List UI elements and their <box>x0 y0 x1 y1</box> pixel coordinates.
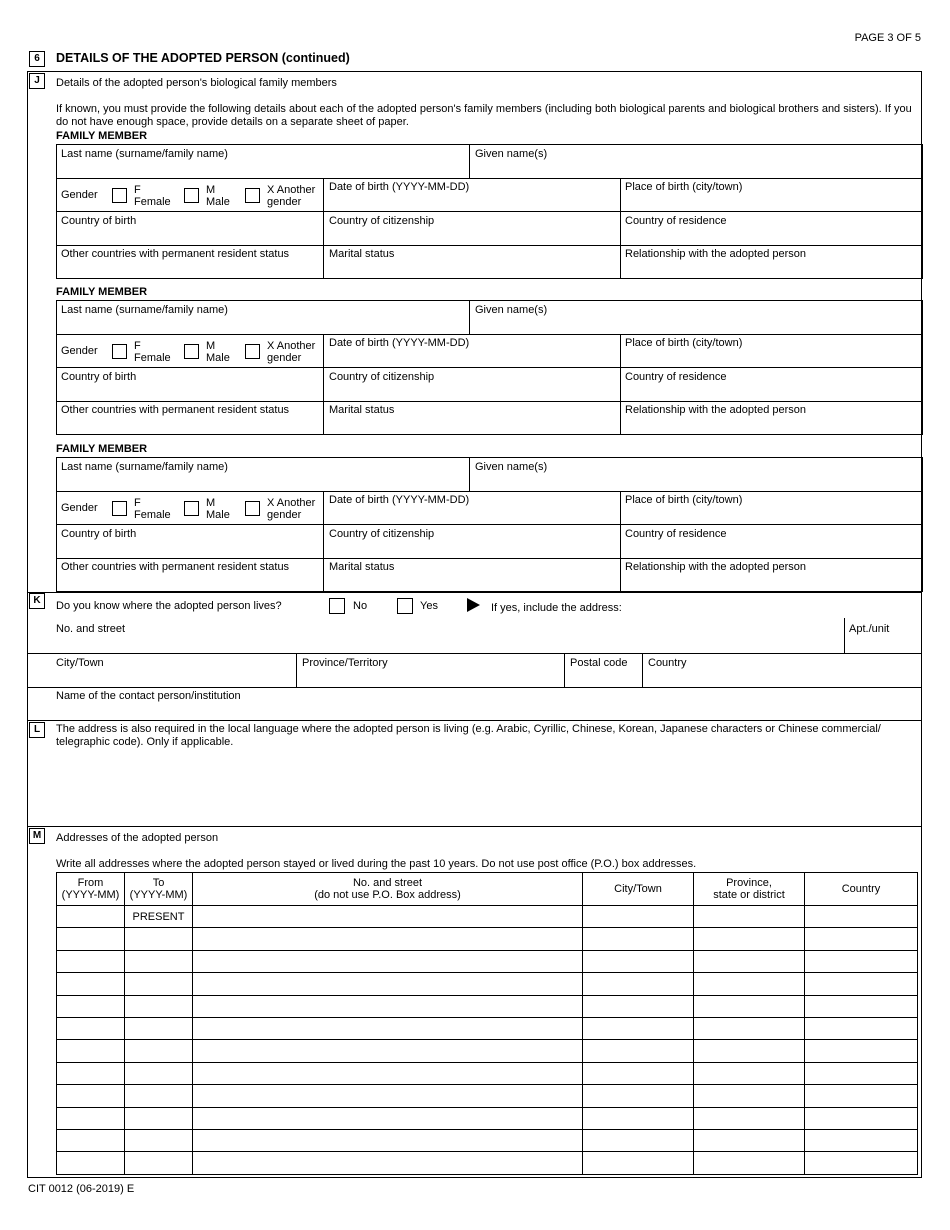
to-cell: PRESENT <box>125 906 193 928</box>
city-cell[interactable] <box>583 1085 694 1107</box>
other-pr-field[interactable] <box>58 574 321 590</box>
gender-female-label: F Female <box>134 497 171 521</box>
country-cell[interactable] <box>805 973 918 995</box>
family-member-2 <box>56 300 923 446</box>
divider <box>620 178 621 279</box>
lives-known-no-checkbox[interactable] <box>329 598 345 614</box>
divider <box>27 720 922 721</box>
divider <box>620 491 621 592</box>
other-pr-field[interactable] <box>58 261 321 277</box>
gender-another-label: X Another gender <box>267 497 316 521</box>
table-row <box>57 1062 918 1084</box>
form-code: CIT 0012 (06-2019) E <box>28 1183 135 1195</box>
country-birth-field[interactable] <box>58 383 321 399</box>
family-member-1 <box>56 144 923 290</box>
province-cell[interactable] <box>694 1017 805 1039</box>
from-cell[interactable] <box>57 1152 125 1174</box>
divider <box>844 618 845 653</box>
divider <box>27 826 922 827</box>
from-cell[interactable] <box>57 906 125 928</box>
dob-label: Date of birth (YYYY-MM-DD) <box>329 494 470 506</box>
residence-label: Country of residence <box>625 371 727 383</box>
col-to-header: To (YYYY-MM) <box>125 873 193 906</box>
province-cell[interactable] <box>694 973 805 995</box>
gender-another-checkbox[interactable] <box>245 188 260 203</box>
family-member-title: FAMILY MEMBER <box>56 130 148 142</box>
table-row <box>57 1085 918 1107</box>
street-cell[interactable] <box>193 1062 583 1084</box>
relationship-field[interactable] <box>623 574 921 590</box>
gender-male-checkbox[interactable] <box>184 188 199 203</box>
street-cell[interactable] <box>193 1152 583 1174</box>
marital-field[interactable] <box>326 261 618 277</box>
divider <box>56 401 923 402</box>
given-names-field[interactable] <box>472 473 921 489</box>
divider <box>27 687 922 688</box>
section-number-badge: 6 <box>29 51 45 67</box>
marital-field[interactable] <box>326 417 618 433</box>
gender-label: Gender <box>61 189 98 201</box>
table-row <box>57 1152 918 1174</box>
street-field[interactable] <box>56 616 842 652</box>
marital-label: Marital status <box>329 248 395 260</box>
apt-label: Apt./unit <box>849 623 890 635</box>
street-cell[interactable] <box>193 950 583 972</box>
country-birth-label: Country of birth <box>61 215 137 227</box>
city-cell[interactable] <box>583 1040 694 1062</box>
from-cell[interactable] <box>57 1107 125 1129</box>
province-cell[interactable] <box>694 1129 805 1151</box>
last-name-field[interactable] <box>58 316 466 332</box>
street-cell[interactable] <box>193 1129 583 1151</box>
part-k-question: Do you know where the adopted person lives? <box>56 600 282 612</box>
citizenship-label: Country of citizenship <box>329 528 435 540</box>
country-birth-field[interactable] <box>58 540 321 556</box>
section-title: DETAILS OF THE ADOPTED PERSON (continued) <box>56 51 350 65</box>
given-names-label: Given name(s) <box>475 148 548 160</box>
city-cell[interactable] <box>583 1107 694 1129</box>
country-cell[interactable] <box>805 1152 918 1174</box>
table-row <box>57 995 918 1017</box>
arrow-right-icon <box>467 598 480 612</box>
gender-male-checkbox[interactable] <box>184 501 199 516</box>
divider <box>56 367 923 368</box>
province-cell[interactable] <box>694 1107 805 1129</box>
pob-label: Place of birth (city/town) <box>625 181 743 193</box>
country-cell[interactable] <box>805 1085 918 1107</box>
page-number: PAGE 3 OF 5 <box>854 32 921 44</box>
contact-label: Name of the contact person/institution <box>56 690 241 702</box>
gender-label: Gender <box>61 345 98 357</box>
to-cell[interactable] <box>125 973 193 995</box>
dob-label: Date of birth (YYYY-MM-DD) <box>329 337 470 349</box>
contact-field[interactable] <box>56 702 920 720</box>
marital-label: Marital status <box>329 561 395 573</box>
divider <box>27 653 922 654</box>
to-cell[interactable] <box>125 928 193 950</box>
residence-label: Country of residence <box>625 215 727 227</box>
from-cell[interactable] <box>57 1040 125 1062</box>
col-from-header: From (YYYY-MM) <box>57 873 125 906</box>
country-cell[interactable] <box>805 995 918 1017</box>
from-cell[interactable] <box>57 1062 125 1084</box>
pob-field[interactable] <box>623 350 921 366</box>
city-cell[interactable] <box>583 928 694 950</box>
table-row <box>57 906 918 928</box>
part-j-instructions: If known, you must provide the following details about each of the adopted person's family members (including both biological parents and biological brothers and sisters). If you do not have enough space, provide details on a separate sheet of paper. <box>56 103 912 128</box>
province-cell[interactable] <box>694 1062 805 1084</box>
part-m-heading: Addresses of the adopted person <box>56 832 219 844</box>
city-cell[interactable] <box>583 995 694 1017</box>
table-row <box>57 1107 918 1129</box>
given-names-field[interactable] <box>472 316 921 332</box>
divider <box>296 653 297 687</box>
dob-field[interactable] <box>326 194 618 210</box>
lives-known-yes-checkbox[interactable] <box>397 598 413 614</box>
from-cell[interactable] <box>57 995 125 1017</box>
divider <box>642 653 643 687</box>
country-cell[interactable] <box>805 1040 918 1062</box>
province-label: Province/Territory <box>302 657 388 669</box>
table-row <box>57 928 918 950</box>
country-cell[interactable] <box>805 1107 918 1129</box>
province-cell[interactable] <box>694 950 805 972</box>
divider <box>469 144 470 178</box>
from-cell[interactable] <box>57 950 125 972</box>
col-country-header: Country <box>805 873 918 906</box>
street-cell[interactable] <box>193 928 583 950</box>
pob-label: Place of birth (city/town) <box>625 494 743 506</box>
col-city-header: City/Town <box>583 873 694 906</box>
city-cell[interactable] <box>583 1062 694 1084</box>
last-name-label: Last name (surname/family name) <box>61 148 228 160</box>
residence-label: Country of residence <box>625 528 727 540</box>
city-label: City/Town <box>56 657 104 669</box>
gender-male-label: M Male <box>206 184 230 208</box>
to-cell[interactable] <box>125 950 193 972</box>
part-k-badge: K <box>29 593 45 609</box>
relationship-label: Relationship with the adopted person <box>625 404 807 416</box>
gender-female-label: F Female <box>134 184 171 208</box>
divider <box>564 653 565 687</box>
divider <box>469 300 470 334</box>
street-cell[interactable] <box>193 1040 583 1062</box>
lives-known-yes-label: Yes <box>420 600 438 612</box>
street-label: No. and street <box>56 623 126 635</box>
from-cell[interactable] <box>57 928 125 950</box>
city-cell[interactable] <box>583 973 694 995</box>
part-j-heading: Details of the adopted person's biological family members <box>56 77 337 89</box>
country-birth-label: Country of birth <box>61 528 137 540</box>
relationship-field[interactable] <box>623 261 921 277</box>
gender-another-checkbox[interactable] <box>245 501 260 516</box>
divider <box>56 334 923 335</box>
city-cell[interactable] <box>583 1017 694 1039</box>
street-cell[interactable] <box>193 1017 583 1039</box>
country-label: Country <box>648 657 687 669</box>
divider <box>27 592 922 593</box>
province-cell[interactable] <box>694 1040 805 1062</box>
divider <box>620 334 621 435</box>
gender-label: Gender <box>61 502 98 514</box>
street-cell[interactable] <box>193 995 583 1017</box>
gender-male-checkbox[interactable] <box>184 344 199 359</box>
province-cell[interactable] <box>694 995 805 1017</box>
country-cell[interactable] <box>805 928 918 950</box>
part-m-badge: M <box>29 828 45 844</box>
divider <box>323 491 324 592</box>
pob-field[interactable] <box>623 507 921 523</box>
dob-field[interactable] <box>326 350 618 366</box>
province-cell[interactable] <box>694 1152 805 1174</box>
to-cell[interactable] <box>125 1062 193 1084</box>
lives-known-no-label: No <box>353 600 368 612</box>
country-cell[interactable] <box>805 906 918 928</box>
other-pr-label: Other countries with permanent resident status <box>61 404 290 416</box>
pob-field[interactable] <box>623 194 921 210</box>
divider <box>56 491 923 492</box>
part-l-badge: L <box>29 722 45 738</box>
table-row <box>57 1017 918 1039</box>
city-cell[interactable] <box>583 950 694 972</box>
residence-field[interactable] <box>623 540 921 556</box>
gender-female-checkbox[interactable] <box>112 188 127 203</box>
table-row <box>57 950 918 972</box>
from-cell[interactable] <box>57 973 125 995</box>
residence-field[interactable] <box>623 383 921 399</box>
given-names-field[interactable] <box>472 160 921 176</box>
divider <box>323 334 324 435</box>
other-pr-field[interactable] <box>58 417 321 433</box>
province-cell[interactable] <box>694 928 805 950</box>
last-name-label: Last name (surname/family name) <box>61 304 228 316</box>
other-pr-label: Other countries with permanent resident status <box>61 561 290 573</box>
table-row <box>57 1129 918 1151</box>
country-cell[interactable] <box>805 1062 918 1084</box>
country-cell[interactable] <box>805 1017 918 1039</box>
given-names-label: Given name(s) <box>475 461 548 473</box>
gender-another-checkbox[interactable] <box>245 344 260 359</box>
gender-male-label: M Male <box>206 497 230 521</box>
province-cell[interactable] <box>694 906 805 928</box>
part-m-instructions: Write all addresses where the adopted person stayed or lived during the past 10 years. Do not use post office (P.O.) box addresses. <box>56 858 697 870</box>
relationship-field[interactable] <box>623 417 921 433</box>
country-birth-label: Country of birth <box>61 371 137 383</box>
if-yes-instruction: If yes, include the address: <box>491 602 622 614</box>
gender-another-label: X Another gender <box>267 340 316 364</box>
dob-field[interactable] <box>326 507 618 523</box>
postal-label: Postal code <box>570 657 628 669</box>
last-name-field[interactable] <box>58 160 466 176</box>
apt-field[interactable] <box>846 616 921 652</box>
citizenship-field[interactable] <box>326 540 618 556</box>
to-cell[interactable] <box>125 1152 193 1174</box>
part-l-text: The address is also required in the local language where the adopted person is living (e.g. Arabic, Cyrillic, Chinese, Korean, Japanese characters or Chinese commercial/ telegraphic code). Only if applicable. <box>56 723 881 748</box>
gender-female-checkbox[interactable] <box>112 501 127 516</box>
divider <box>469 457 470 491</box>
last-name-label: Last name (surname/family name) <box>61 461 228 473</box>
address-history-table <box>56 872 918 1175</box>
marital-field[interactable] <box>326 574 618 590</box>
from-cell[interactable] <box>57 1017 125 1039</box>
col-province-header: Province, state or district <box>694 873 805 906</box>
country-cell[interactable] <box>805 1129 918 1151</box>
other-pr-label: Other countries with permanent resident status <box>61 248 290 260</box>
divider <box>56 178 923 179</box>
pob-label: Place of birth (city/town) <box>625 337 743 349</box>
last-name-field[interactable] <box>58 473 466 489</box>
from-cell[interactable] <box>57 1085 125 1107</box>
street-cell[interactable] <box>193 906 583 928</box>
table-row <box>57 973 918 995</box>
citizenship-label: Country of citizenship <box>329 215 435 227</box>
family-member-title: FAMILY MEMBER <box>56 286 148 298</box>
to-cell[interactable] <box>125 1085 193 1107</box>
to-cell[interactable] <box>125 995 193 1017</box>
divider <box>323 178 324 279</box>
part-j-badge: J <box>29 73 45 89</box>
citizenship-field[interactable] <box>326 227 618 243</box>
from-cell[interactable] <box>57 1129 125 1151</box>
divider <box>56 524 923 525</box>
gender-male-label: M Male <box>206 340 230 364</box>
given-names-label: Given name(s) <box>475 304 548 316</box>
province-cell[interactable] <box>694 1085 805 1107</box>
relationship-label: Relationship with the adopted person <box>625 248 807 260</box>
gender-female-checkbox[interactable] <box>112 344 127 359</box>
col-street-header: No. and street (do not use P.O. Box address) <box>193 873 583 906</box>
table-row <box>57 1040 918 1062</box>
family-member-title: FAMILY MEMBER <box>56 443 148 455</box>
city-cell[interactable] <box>583 1129 694 1151</box>
local-language-address-field[interactable] <box>56 752 920 824</box>
marital-label: Marital status <box>329 404 395 416</box>
street-cell[interactable] <box>193 973 583 995</box>
street-cell[interactable] <box>193 1107 583 1129</box>
to-cell[interactable] <box>125 1017 193 1039</box>
citizenship-field[interactable] <box>326 383 618 399</box>
dob-label: Date of birth (YYYY-MM-DD) <box>329 181 470 193</box>
city-cell[interactable] <box>583 1152 694 1174</box>
citizenship-label: Country of citizenship <box>329 371 435 383</box>
city-cell[interactable] <box>583 906 694 928</box>
divider <box>56 211 923 212</box>
divider <box>56 245 923 246</box>
table-header-row <box>57 873 918 906</box>
divider <box>56 558 923 559</box>
to-cell[interactable] <box>125 1040 193 1062</box>
to-cell[interactable] <box>125 1129 193 1151</box>
gender-another-label: X Another gender <box>267 184 316 208</box>
residence-field[interactable] <box>623 227 921 243</box>
relationship-label: Relationship with the adopted person <box>625 561 807 573</box>
to-cell[interactable] <box>125 1107 193 1129</box>
street-cell[interactable] <box>193 1085 583 1107</box>
gender-female-label: F Female <box>134 340 171 364</box>
family-member-3 <box>56 457 923 603</box>
country-birth-field[interactable] <box>58 227 321 243</box>
country-cell[interactable] <box>805 950 918 972</box>
